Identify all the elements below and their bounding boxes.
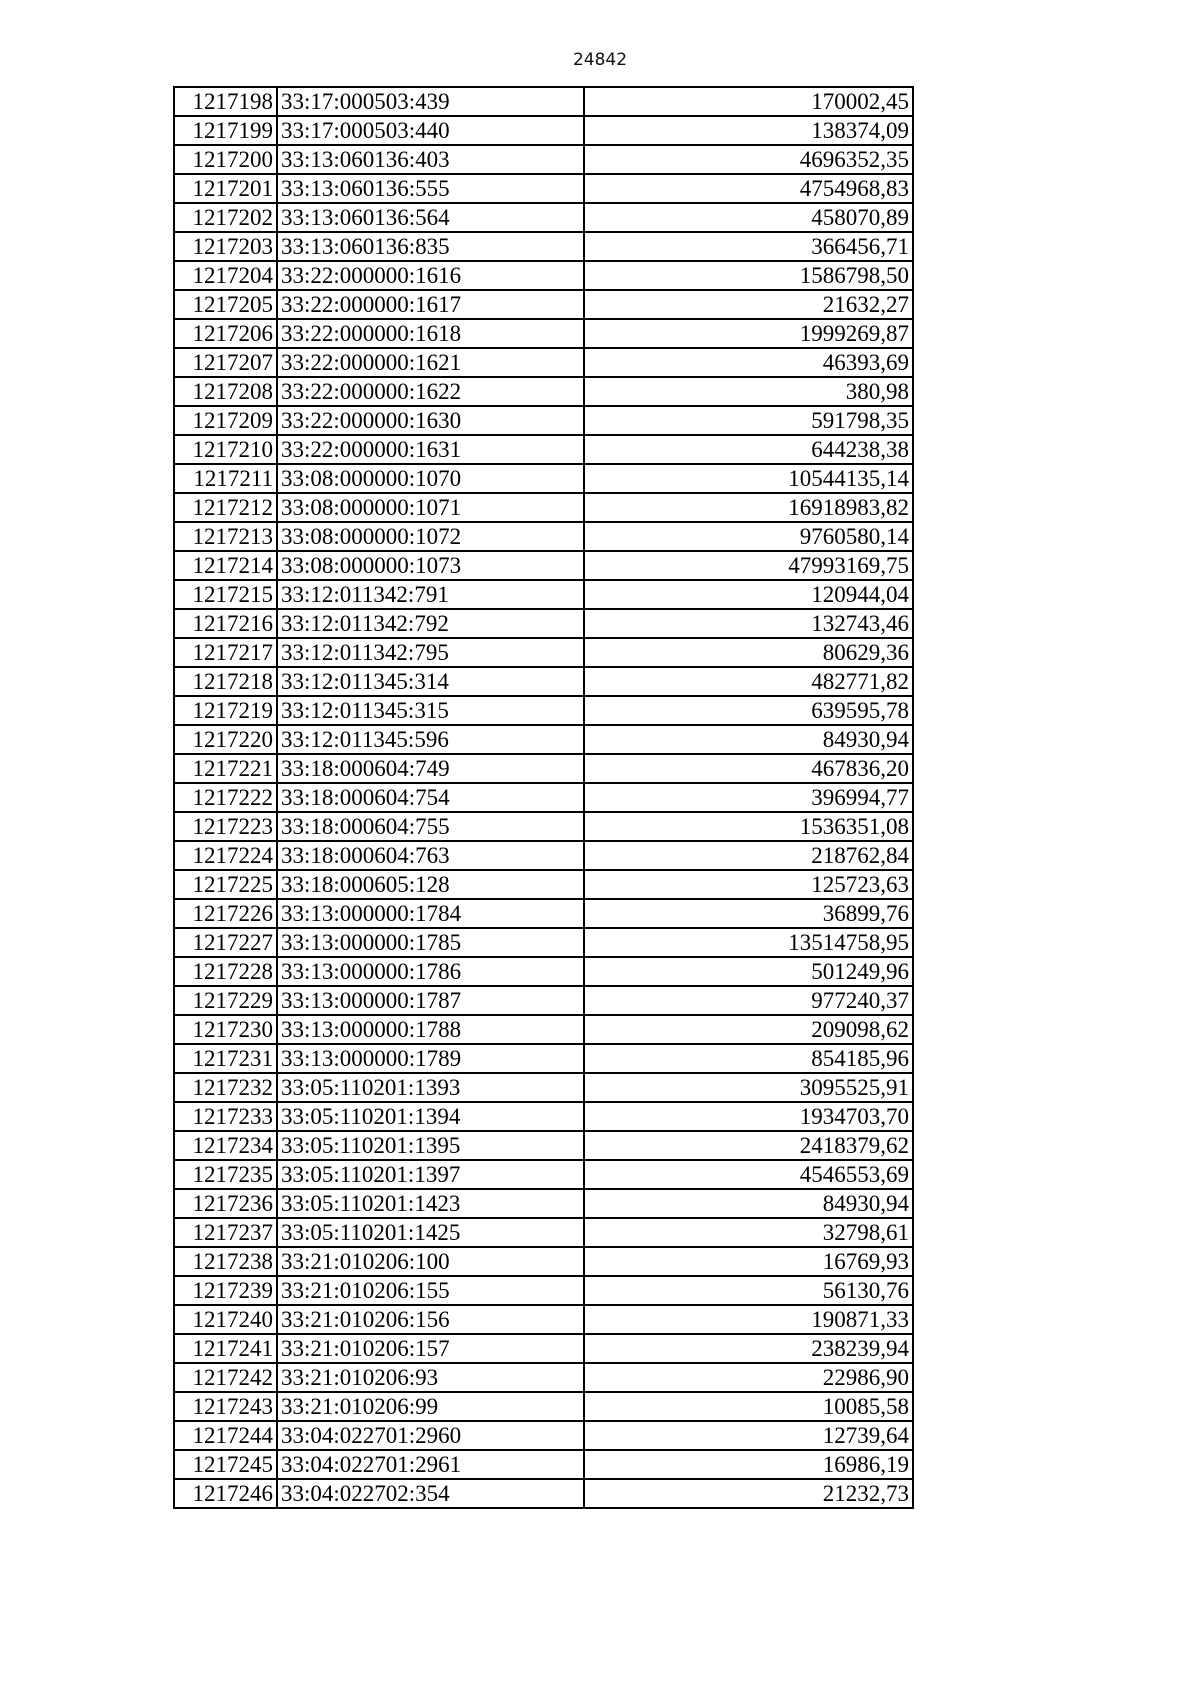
value-cell: 80629,36 bbox=[584, 638, 913, 667]
value-cell: 482771,82 bbox=[584, 667, 913, 696]
cadastral-number-cell: 33:13:000000:1787 bbox=[277, 986, 584, 1015]
value-cell: 10544135,14 bbox=[584, 464, 913, 493]
cadastral-number-cell: 33:08:000000:1073 bbox=[277, 551, 584, 580]
cadastral-number-cell: 33:05:110201:1395 bbox=[277, 1131, 584, 1160]
table-row bbox=[174, 551, 913, 580]
table-row bbox=[174, 1073, 913, 1102]
table-row bbox=[174, 1044, 913, 1073]
cadastral-number-cell: 33:04:022702:354 bbox=[277, 1479, 584, 1508]
value-cell: 3095525,91 bbox=[584, 1073, 913, 1102]
table-row bbox=[174, 957, 913, 986]
row-id-cell: 1217243 bbox=[174, 1392, 277, 1421]
value-cell: 1934703,70 bbox=[584, 1102, 913, 1131]
cadastral-number-cell: 33:12:011345:314 bbox=[277, 667, 584, 696]
cadastral-number-cell: 33:22:000000:1618 bbox=[277, 319, 584, 348]
table-body bbox=[174, 87, 913, 1508]
value-cell: 4696352,35 bbox=[584, 145, 913, 174]
row-id-cell: 1217233 bbox=[174, 1102, 277, 1131]
row-id-cell: 1217212 bbox=[174, 493, 277, 522]
cadastral-number-cell: 33:18:000604:755 bbox=[277, 812, 584, 841]
cadastral-number-cell: 33:13:000000:1786 bbox=[277, 957, 584, 986]
value-cell: 591798,35 bbox=[584, 406, 913, 435]
table-row bbox=[174, 145, 913, 174]
cadastral-number-cell: 33:12:011342:795 bbox=[277, 638, 584, 667]
row-id-cell: 1217217 bbox=[174, 638, 277, 667]
cadastral-number-cell: 33:08:000000:1070 bbox=[277, 464, 584, 493]
value-cell: 218762,84 bbox=[584, 841, 913, 870]
row-id-cell: 1217214 bbox=[174, 551, 277, 580]
table-row bbox=[174, 1392, 913, 1421]
cadastral-number-cell: 33:13:060136:564 bbox=[277, 203, 584, 232]
row-id-cell: 1217203 bbox=[174, 232, 277, 261]
row-id-cell: 1217199 bbox=[174, 116, 277, 145]
cadastral-number-cell: 33:04:022701:2961 bbox=[277, 1450, 584, 1479]
row-id-cell: 1217220 bbox=[174, 725, 277, 754]
table-row bbox=[174, 1450, 913, 1479]
table-row bbox=[174, 1247, 913, 1276]
table-row bbox=[174, 812, 913, 841]
value-cell: 644238,38 bbox=[584, 435, 913, 464]
row-id-cell: 1217213 bbox=[174, 522, 277, 551]
table-row bbox=[174, 116, 913, 145]
table-row bbox=[174, 174, 913, 203]
row-id-cell: 1217230 bbox=[174, 1015, 277, 1044]
cadastral-number-cell: 33:22:000000:1622 bbox=[277, 377, 584, 406]
table-row bbox=[174, 406, 913, 435]
value-cell: 1999269,87 bbox=[584, 319, 913, 348]
cadastral-number-cell: 33:05:110201:1425 bbox=[277, 1218, 584, 1247]
row-id-cell: 1217208 bbox=[174, 377, 277, 406]
row-id-cell: 1217216 bbox=[174, 609, 277, 638]
cadastral-number-cell: 33:21:010206:156 bbox=[277, 1305, 584, 1334]
row-id-cell: 1217246 bbox=[174, 1479, 277, 1508]
table-row bbox=[174, 1131, 913, 1160]
row-id-cell: 1217234 bbox=[174, 1131, 277, 1160]
table-row bbox=[174, 1276, 913, 1305]
cadastral-number-cell: 33:05:110201:1397 bbox=[277, 1160, 584, 1189]
cadastral-number-cell: 33:12:011345:315 bbox=[277, 696, 584, 725]
cadastral-number-cell: 33:05:110201:1394 bbox=[277, 1102, 584, 1131]
table-row bbox=[174, 638, 913, 667]
row-id-cell: 1217218 bbox=[174, 667, 277, 696]
cadastral-number-cell: 33:21:010206:155 bbox=[277, 1276, 584, 1305]
table-row bbox=[174, 783, 913, 812]
row-id-cell: 1217239 bbox=[174, 1276, 277, 1305]
table-row bbox=[174, 261, 913, 290]
table-row bbox=[174, 870, 913, 899]
table-row bbox=[174, 464, 913, 493]
value-cell: 4546553,69 bbox=[584, 1160, 913, 1189]
cadastral-number-cell: 33:18:000604:763 bbox=[277, 841, 584, 870]
cadastral-number-cell: 33:21:010206:93 bbox=[277, 1363, 584, 1392]
table-row bbox=[174, 580, 913, 609]
table-row bbox=[174, 725, 913, 754]
cadastral-number-cell: 33:12:011342:791 bbox=[277, 580, 584, 609]
table-row bbox=[174, 609, 913, 638]
row-id-cell: 1217224 bbox=[174, 841, 277, 870]
row-id-cell: 1217209 bbox=[174, 406, 277, 435]
row-id-cell: 1217232 bbox=[174, 1073, 277, 1102]
cadastral-number-cell: 33:18:000605:128 bbox=[277, 870, 584, 899]
row-id-cell: 1217225 bbox=[174, 870, 277, 899]
value-cell: 16769,93 bbox=[584, 1247, 913, 1276]
cadastral-number-cell: 33:12:011345:596 bbox=[277, 725, 584, 754]
cadastral-number-cell: 33:13:060136:835 bbox=[277, 232, 584, 261]
value-cell: 1536351,08 bbox=[584, 812, 913, 841]
row-id-cell: 1217242 bbox=[174, 1363, 277, 1392]
value-cell: 1586798,50 bbox=[584, 261, 913, 290]
table-row bbox=[174, 1363, 913, 1392]
row-id-cell: 1217206 bbox=[174, 319, 277, 348]
table-row bbox=[174, 1334, 913, 1363]
row-id-cell: 1217244 bbox=[174, 1421, 277, 1450]
table-row bbox=[174, 899, 913, 928]
row-id-cell: 1217237 bbox=[174, 1218, 277, 1247]
row-id-cell: 1217215 bbox=[174, 580, 277, 609]
value-cell: 46393,69 bbox=[584, 348, 913, 377]
value-cell: 380,98 bbox=[584, 377, 913, 406]
cadastral-number-cell: 33:13:060136:555 bbox=[277, 174, 584, 203]
table-row bbox=[174, 986, 913, 1015]
row-id-cell: 1217211 bbox=[174, 464, 277, 493]
value-cell: 84930,94 bbox=[584, 1189, 913, 1218]
row-id-cell: 1217231 bbox=[174, 1044, 277, 1073]
row-id-cell: 1217210 bbox=[174, 435, 277, 464]
value-cell: 138374,09 bbox=[584, 116, 913, 145]
value-cell: 9760580,14 bbox=[584, 522, 913, 551]
value-cell: 47993169,75 bbox=[584, 551, 913, 580]
table-row bbox=[174, 754, 913, 783]
table-row bbox=[174, 203, 913, 232]
row-id-cell: 1217219 bbox=[174, 696, 277, 725]
value-cell: 16918983,82 bbox=[584, 493, 913, 522]
value-cell: 132743,46 bbox=[584, 609, 913, 638]
cadastral-number-cell: 33:17:000503:439 bbox=[277, 87, 584, 116]
cadastral-number-cell: 33:13:060136:403 bbox=[277, 145, 584, 174]
value-cell: 21632,27 bbox=[584, 290, 913, 319]
row-id-cell: 1217241 bbox=[174, 1334, 277, 1363]
value-cell: 13514758,95 bbox=[584, 928, 913, 957]
value-cell: 22986,90 bbox=[584, 1363, 913, 1392]
table-row bbox=[174, 522, 913, 551]
value-cell: 16986,19 bbox=[584, 1450, 913, 1479]
value-cell: 12739,64 bbox=[584, 1421, 913, 1450]
cadastral-number-cell: 33:22:000000:1630 bbox=[277, 406, 584, 435]
table-row bbox=[174, 290, 913, 319]
table-row bbox=[174, 667, 913, 696]
cadastral-number-cell: 33:22:000000:1616 bbox=[277, 261, 584, 290]
value-cell: 4754968,83 bbox=[584, 174, 913, 203]
table-row bbox=[174, 493, 913, 522]
value-cell: 238239,94 bbox=[584, 1334, 913, 1363]
cadastral-number-cell: 33:05:110201:1423 bbox=[277, 1189, 584, 1218]
row-id-cell: 1217223 bbox=[174, 812, 277, 841]
table-row bbox=[174, 1189, 913, 1218]
table-row bbox=[174, 1479, 913, 1508]
table-row bbox=[174, 696, 913, 725]
row-id-cell: 1217200 bbox=[174, 145, 277, 174]
row-id-cell: 1217227 bbox=[174, 928, 277, 957]
table-row bbox=[174, 348, 913, 377]
cadastral-number-cell: 33:13:000000:1789 bbox=[277, 1044, 584, 1073]
table-row bbox=[174, 1160, 913, 1189]
cadastral-number-cell: 33:08:000000:1072 bbox=[277, 522, 584, 551]
table-row bbox=[174, 232, 913, 261]
row-id-cell: 1217240 bbox=[174, 1305, 277, 1334]
cadastral-number-cell: 33:21:010206:99 bbox=[277, 1392, 584, 1421]
table-row bbox=[174, 841, 913, 870]
row-id-cell: 1217202 bbox=[174, 203, 277, 232]
row-id-cell: 1217228 bbox=[174, 957, 277, 986]
cadastral-number-cell: 33:22:000000:1617 bbox=[277, 290, 584, 319]
row-id-cell: 1217238 bbox=[174, 1247, 277, 1276]
value-cell: 501249,96 bbox=[584, 957, 913, 986]
row-id-cell: 1217222 bbox=[174, 783, 277, 812]
cadastral-number-cell: 33:17:000503:440 bbox=[277, 116, 584, 145]
cadastral-number-cell: 33:08:000000:1071 bbox=[277, 493, 584, 522]
row-id-cell: 1217207 bbox=[174, 348, 277, 377]
table-row bbox=[174, 1305, 913, 1334]
value-cell: 21232,73 bbox=[584, 1479, 913, 1508]
value-cell: 2418379,62 bbox=[584, 1131, 913, 1160]
value-cell: 854185,96 bbox=[584, 1044, 913, 1073]
table-row bbox=[174, 1015, 913, 1044]
table-row bbox=[174, 1421, 913, 1450]
value-cell: 190871,33 bbox=[584, 1305, 913, 1334]
table-row bbox=[174, 1102, 913, 1131]
cadastral-number-cell: 33:18:000604:754 bbox=[277, 783, 584, 812]
row-id-cell: 1217226 bbox=[174, 899, 277, 928]
row-id-cell: 1217205 bbox=[174, 290, 277, 319]
row-id-cell: 1217221 bbox=[174, 754, 277, 783]
cadastral-number-cell: 33:21:010206:157 bbox=[277, 1334, 584, 1363]
cadastral-number-cell: 33:13:000000:1785 bbox=[277, 928, 584, 957]
cadastral-number-cell: 33:18:000604:749 bbox=[277, 754, 584, 783]
cadastral-number-cell: 33:21:010206:100 bbox=[277, 1247, 584, 1276]
value-cell: 396994,77 bbox=[584, 783, 913, 812]
cadastral-number-cell: 33:13:000000:1784 bbox=[277, 899, 584, 928]
table-row bbox=[174, 435, 913, 464]
row-id-cell: 1217235 bbox=[174, 1160, 277, 1189]
cadastral-number-cell: 33:22:000000:1631 bbox=[277, 435, 584, 464]
table-row bbox=[174, 87, 913, 116]
cadastral-number-cell: 33:04:022701:2960 bbox=[277, 1421, 584, 1450]
value-cell: 639595,78 bbox=[584, 696, 913, 725]
value-cell: 36899,76 bbox=[584, 899, 913, 928]
row-id-cell: 1217198 bbox=[174, 87, 277, 116]
table-row bbox=[174, 928, 913, 957]
cadastral-number-cell: 33:05:110201:1393 bbox=[277, 1073, 584, 1102]
row-id-cell: 1217201 bbox=[174, 174, 277, 203]
row-id-cell: 1217204 bbox=[174, 261, 277, 290]
cadastral-value-table bbox=[173, 86, 914, 1509]
value-cell: 32798,61 bbox=[584, 1218, 913, 1247]
table-row bbox=[174, 377, 913, 406]
value-cell: 84930,94 bbox=[584, 725, 913, 754]
cadastral-number-cell: 33:12:011342:792 bbox=[277, 609, 584, 638]
cadastral-number-cell: 33:22:000000:1621 bbox=[277, 348, 584, 377]
row-id-cell: 1217245 bbox=[174, 1450, 277, 1479]
value-cell: 209098,62 bbox=[584, 1015, 913, 1044]
value-cell: 10085,58 bbox=[584, 1392, 913, 1421]
value-cell: 56130,76 bbox=[584, 1276, 913, 1305]
value-cell: 458070,89 bbox=[584, 203, 913, 232]
table-row bbox=[174, 1218, 913, 1247]
row-id-cell: 1217229 bbox=[174, 986, 277, 1015]
value-cell: 170002,45 bbox=[584, 87, 913, 116]
page-number: 24842 bbox=[572, 50, 628, 70]
value-cell: 120944,04 bbox=[584, 580, 913, 609]
value-cell: 366456,71 bbox=[584, 232, 913, 261]
value-cell: 977240,37 bbox=[584, 986, 913, 1015]
row-id-cell: 1217236 bbox=[174, 1189, 277, 1218]
table-row bbox=[174, 319, 913, 348]
value-cell: 125723,63 bbox=[584, 870, 913, 899]
value-cell: 467836,20 bbox=[584, 754, 913, 783]
cadastral-number-cell: 33:13:000000:1788 bbox=[277, 1015, 584, 1044]
